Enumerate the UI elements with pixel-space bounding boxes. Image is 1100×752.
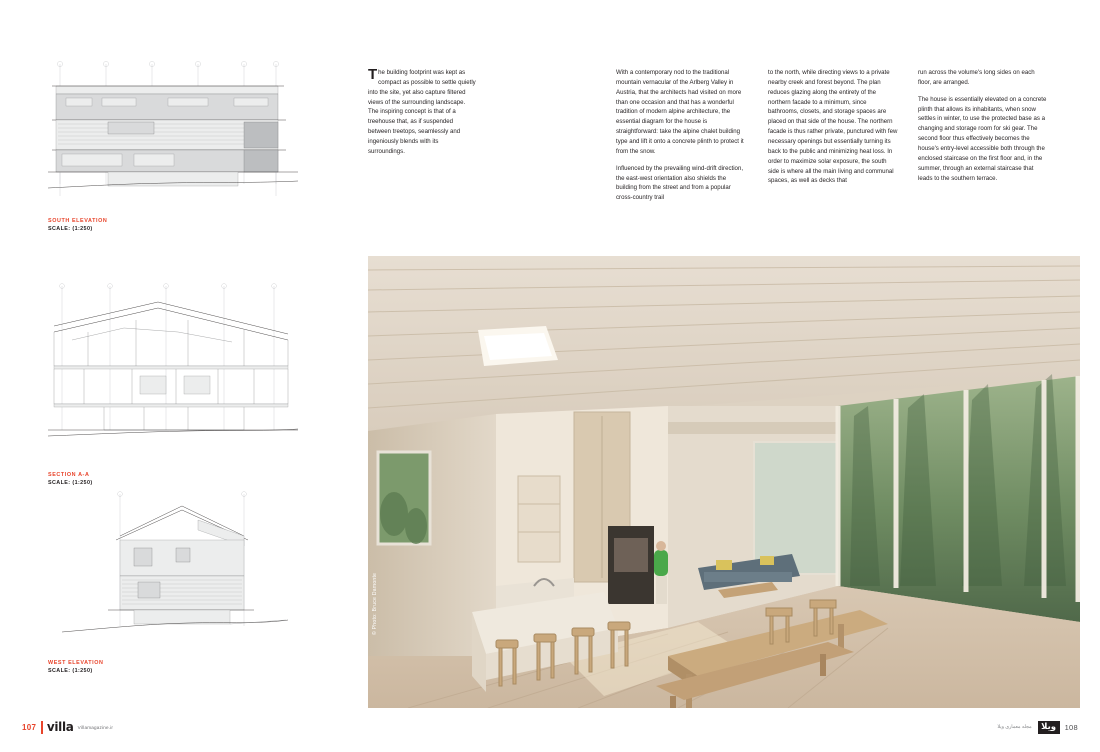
drawings-column	[0, 0, 360, 752]
footer-farsi-text: مجله معماری ویلا	[997, 724, 1032, 730]
paragraph-4: to the north, while directing views to a private nearby creek and forest beyond. The plan reduces glazing along the entirety of the northern facade to a minimum, since bathrooms, closets, and storage spaces are placed on that side of the house. The northern facade is thus rather private, punctured with few necessary openings but essentially turning its back to the public and minimizing heat loss. In order to maximize solar exposure, the south side is where all the main living and communal spaces, as well as decks that	[768, 69, 898, 185]
page-number-left: 107	[22, 722, 37, 732]
caption-title: SOUTH	[48, 218, 72, 224]
paragraph-3: Influenced by the prevailing wind-drift direction, the east-west orientation also shields the building from the street and from a popular cross-country trail	[616, 164, 744, 202]
footer-divider	[41, 721, 43, 734]
drop-cap: T	[368, 66, 378, 83]
caption-south-elevation: SOUTH ELEVATION SCALE: (1:250)	[48, 218, 108, 233]
west-elevation-drawing	[48, 490, 298, 650]
photo-illustration	[368, 256, 1080, 708]
brand-url[interactable]: Villamagazine.ir	[77, 724, 114, 730]
text-column-1	[368, 68, 476, 164]
brand-wordmark: villa	[46, 720, 74, 734]
section-aa-drawing	[48, 280, 298, 460]
footer-left	[22, 720, 113, 734]
paragraph-1: he building footprint was kept as compact as possible to settle quietly into the site, yet also capture filtered views of the surrounding landscape. The inspiring concept is that of a treehouse that, as if suspended between treetops, seamlessly and ingeniously blends with its surroundings.	[368, 69, 476, 155]
footer-right	[997, 720, 1078, 734]
paragraph-5: run across the volume's long sides on each floor, are arranged.	[918, 69, 1035, 86]
publisher-logo: ﻭﻳﻼ	[1038, 721, 1060, 734]
drawing-south-elevation	[48, 56, 298, 233]
paragraph-2: With a contemporary nod to the traditional mountain vernacular of the Arlberg Valley in Austria, that the architects had visited on more than one occasion and that has a wonderful tradition of modern alpine architecture, the essential diagram for the house is straightforward: take the alpine chalet building type and lift it onto a concrete plinth to protect it from the snow.	[616, 69, 744, 155]
interior-photograph	[368, 256, 1080, 708]
text-column-2	[616, 68, 744, 210]
text-column-4	[918, 68, 1048, 190]
photo-credit: © Photo: Bruce Damonte	[372, 572, 378, 635]
drawing-section-aa	[48, 280, 298, 487]
caption-west-elevation: WEST ELEVATION SCALE: (1:250)	[48, 660, 104, 675]
caption-section-aa: SECTION A-A SCALE: (1:250)	[48, 472, 93, 487]
text-column-3	[768, 68, 898, 193]
page-number-right: 108	[1064, 722, 1078, 732]
paragraph-6: The house is essentially elevated on a concrete plinth that allows its inhabitants, when snow settles in winter, to use the protected base as a changing and storage room for ski gear. The second floor thus effectively becomes the house's entry-level accessible both through the enclosed staircase on the first floor and, in the summer, through an external staircase that leads to the southern terrace.	[918, 95, 1047, 182]
south-elevation-drawing	[48, 56, 298, 206]
drawing-west-elevation	[48, 490, 298, 675]
